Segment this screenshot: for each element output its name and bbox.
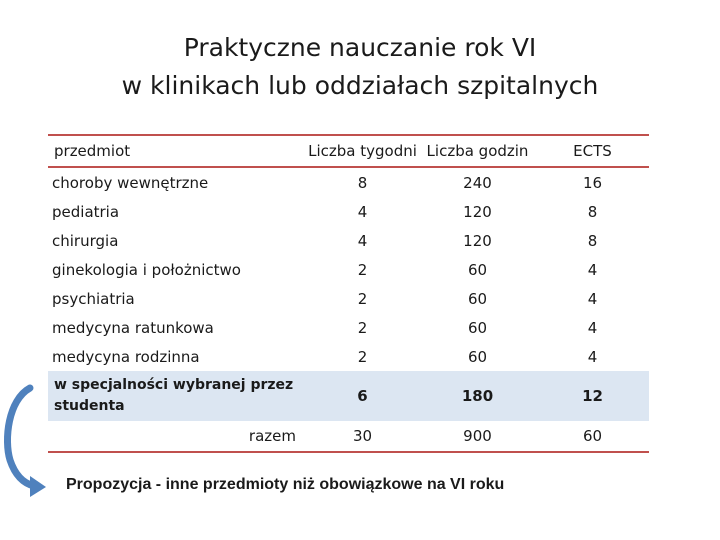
ects-cell: 8 — [587, 231, 598, 250]
weeks-cell: 4 — [357, 202, 368, 221]
table-row — [48, 197, 649, 226]
ects-cell: 4 — [587, 260, 598, 279]
table-row-total — [48, 421, 649, 452]
weeks-cell: 4 — [357, 231, 368, 250]
hours-cell: 180 — [419, 371, 536, 421]
hours-cell: 60 — [467, 318, 488, 337]
ects-cell: 12 — [536, 371, 649, 421]
ects-cell: 16 — [582, 173, 603, 192]
header-ects: ECTS — [536, 135, 649, 167]
weeks-cell: 2 — [357, 347, 368, 366]
weeks-cell: 2 — [357, 289, 368, 308]
total-hours: 900 — [419, 421, 536, 452]
total-weeks: 30 — [306, 421, 419, 452]
proposal-note: Propozycja - inne przedmioty niż obowiązkowe na VI roku — [66, 476, 505, 493]
subject-cell: psychiatria — [52, 289, 135, 308]
table-row-elective — [48, 371, 649, 421]
header-weeks: Liczba tygodni — [306, 135, 419, 167]
subject-cell: chirurgia — [52, 231, 119, 250]
table-row — [48, 226, 649, 255]
subject-cell: medycyna ratunkowa — [52, 318, 214, 337]
hours-cell: 240 — [463, 173, 492, 192]
hours-cell: 60 — [467, 289, 488, 308]
subject-cell: medycyna rodzinna — [52, 347, 200, 366]
curved-arrow-icon — [0, 380, 60, 500]
title-line-1: Praktyczne nauczanie rok VI — [183, 33, 537, 62]
header-subject: przedmiot — [48, 135, 306, 167]
weeks-cell: 2 — [357, 318, 368, 337]
practice-table — [48, 134, 649, 453]
total-label: razem — [48, 421, 306, 452]
table-row — [48, 342, 649, 371]
ects-cell: 4 — [587, 289, 598, 308]
table-row — [48, 167, 649, 197]
ects-cell: 4 — [587, 318, 598, 337]
weeks-cell: 8 — [357, 173, 368, 192]
table-header-row — [48, 135, 649, 167]
table-row — [48, 284, 649, 313]
ects-cell: 4 — [587, 347, 598, 366]
subject-cell: pediatria — [52, 202, 120, 221]
weeks-cell: 2 — [357, 260, 368, 279]
weeks-cell: 6 — [306, 371, 419, 421]
hours-cell: 120 — [463, 202, 492, 221]
total-ects: 60 — [536, 421, 649, 452]
table-row — [48, 255, 649, 284]
ects-cell: 8 — [587, 202, 598, 221]
hours-cell: 120 — [463, 231, 492, 250]
hours-cell: 60 — [467, 260, 488, 279]
subject-cell: ginekologia i położnictwo — [52, 260, 241, 279]
subject-cell: w specjalności wybranej przez studenta — [48, 371, 306, 421]
table-row — [48, 313, 649, 342]
hours-cell: 60 — [467, 347, 488, 366]
title-line-2: w klinikach lub oddziałach szpitalnych — [121, 71, 599, 100]
header-hours: Liczba godzin — [419, 135, 536, 167]
subject-cell: choroby wewnętrzne — [52, 173, 209, 192]
